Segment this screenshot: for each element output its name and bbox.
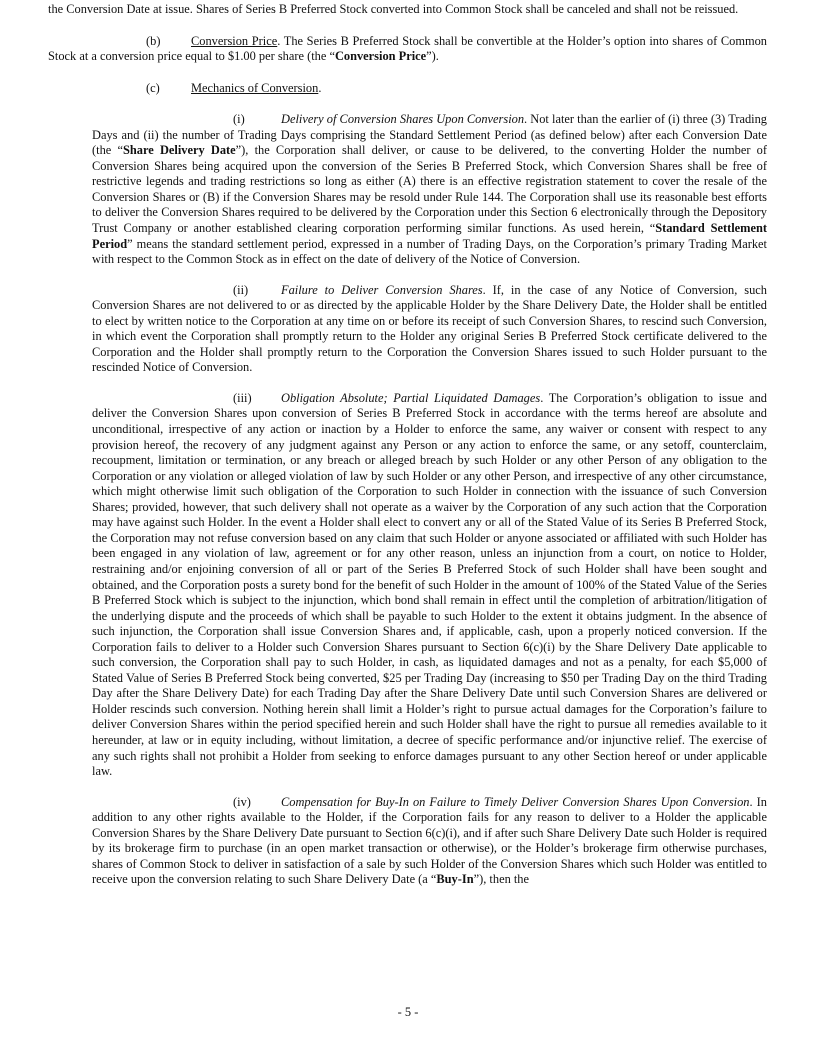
section-c-iii-number: (iii): [233, 390, 252, 405]
section-c-ii-paragraph: [92, 283, 767, 376]
buy-in-term: Buy-In: [436, 872, 474, 887]
section-c-i-title: Delivery of Conversion Shares Upon Conversion: [281, 112, 525, 127]
section-c-ii-text: . If, in the case of any Notice of Conversion, such Conversion Shares are not delivered to or as directed by the applicable Holder by the Share Delivery Date, the Holder shall be entitled to elect by written notice to the Corporation at any time on or before its receipt of such Conversion Shares, to rescind such Conversion, in which event the Corporation shall promptly return to the Holder any original Series B Preferred Stock certificate delivered to the Corporation and the Holder shall promptly return to the Corporation the Conversion Shares issued to such Holder pursuant to the rescinded Notice of Conversion.: [92, 282, 767, 375]
section-c-i-text-1: . Not later than the earlier of (i) three (3) Trading Days and (ii) the number of Trading Days comprising the Standard Settlement Period (as defined below) after each Conversion Date (the “: [92, 112, 767, 158]
section-c-iii-title: Obligation Absolute; Partial Liquidated Damages: [281, 390, 541, 405]
conversion-price-term: Conversion Price: [334, 49, 427, 64]
section-c-iv-paragraph: [92, 795, 767, 888]
share-delivery-date-term: Share Delivery Date: [122, 143, 236, 158]
section-b-paragraph: [48, 34, 767, 65]
intro-paragraph: the Conversion Date at issue. Shares of Series B Preferred Stock converted into Common Stock shall be canceled and shall not be reissued.: [48, 2, 739, 16]
section-b-heading: Conversion Price: [191, 33, 278, 48]
section-c-iii-text: . The Corporation’s obligation to issue and deliver the Conversion Shares upon conversion of Series B Preferred Stock in accordance with the terms hereof are absolute and unconditional, irrespective of any action or inaction by a Holder to enforce the same, any waiver or consent with respect to any provision hereof, the recovery of any judgment against any Person or any action to enforce the same, or any setoff, counterclaim, recoupment, limitation or termination, or any breach or alleged breach by such Holder or any other Person of any obligation to the Corporation or any violation or alleged violation of law by such Holder or any other Person, and irrespective of any other circumstance, which might otherwise limit such obligation of the Corporation to such Holder in connection with the issuance of such Conversion Shares; provided, however, that such delivery shall not operate as a waiver by the Corporation of any such action that the Corporation may have against such Holder. In the event a Holder shall elect to convert any or all of the Stated Value of its Series B Preferred Stock, the Corporation may not refuse conversion based on any claim that such Holder or anyone associated or affiliated with such Holder has been engaged in any violation of law, agreement or for any other reason, unless an injunction from a court, on notice to Holder, restraining and/or enjoining conversion of all or part of the Series B Preferred Stock of such Holder shall have been sought and obtained, and the Corporation posts a surety bond for the benefit of such Holder in the amount of 100% of the Stated Value of the Series B Preferred Stock which is subject to the injunction, which bond shall remain in effect until the completion of arbitration/litigation of the underlying dispute and the proceeds of which shall be payable to such Holder to the extent it obtains judgment. In the absence of such injunction, the Corporation shall issue Conversion Shares and, if applicable, cash, upon a properly noticed conversion. If the Corporation fails to deliver to a Holder such Conversion Shares pursuant to Section 6(c)(i) by the Share Delivery Date applicable to such conversion, the Corporation shall pay to such Holder, in cash, as liquidated damages and not as a penalty, for each $5,000 of Stated Value of Series B Preferred Stock being converted, $25 per Trading Day (increasing to $50 per Trading Day on the third Trading Day after the Share Delivery Date) for each Trading Day after the Share Delivery Date until such Conversion Shares are delivered or Holder rescinds such conversion. Nothing herein shall limit a Holder’s right to pursue actual damages for the Corporation’s failure to deliver Conversion Shares within the period specified herein and such Holder shall have the right to pursue all remedies available to it hereunder, at law or in equity including, without limitation, a decree of specific performance and/or injunctive relief. The exercise of any such rights shall not prohibit a Holder from seeking to enforce damages pursuant to any other Section hereof or under applicable law.: [92, 390, 767, 779]
section-c-ii-title: Failure to Deliver Conversion Shares: [281, 282, 483, 297]
section-c-i-text-2: ”), the Corporation shall deliver, or cause to be delivered, to the converting Holder the number of Conversion Shares being acquired upon the conversion of the Series B Preferred Stock, which Conversion Shares shall be free of restrictive legends and trading restrictions so long as either (A) there is an effective registration statement to cover the resale of the Conversion Shares or (B) if the Conversion Shares may be resold under Rule 144. The Corporation shall use its reasonable best efforts to deliver the Conversion Shares required to be delivered by the Corporation under this Section 6 electronically through the Depository Trust Company or another established clearing corporation performing similar functions. As used herein, “: [92, 143, 767, 236]
section-c-iv-title: Compensation for Buy-In on Failure to Timely Deliver Conversion Shares Upon Conversion: [281, 794, 750, 809]
section-c-paragraph: [48, 81, 767, 97]
section-b-text-end: ”).: [426, 49, 439, 64]
section-c-iv-number: (iv): [233, 794, 251, 809]
page-number: - 5 -: [397, 1005, 419, 1019]
section-c-i-text-3: ” means the standard settlement period, expressed in a number of Trading Days, on the Corporation’s primary Trading Market with respect to the Common Stock as in effect on the date of delivery of the Notice of Conversion.: [92, 236, 767, 267]
section-c-i-number: (i): [233, 112, 245, 127]
section-c-heading: Mechanics of Conversion: [191, 80, 319, 95]
section-c-iv-text-1: . In addition to any other rights available to the Holder, if the Corporation fails for any reason to deliver to a Holder the applicable Conversion Shares by the Share Delivery Date pursuant to Section 6(c)(i), and if after such Share Delivery Date such Holder is required by its brokerage firm to purchase (in an open market transaction or otherwise), or the Holder’s brokerage firm otherwise purchases, shares of Common Stock to deliver in satisfaction of a sale by such Holder of the Conversion Shares which such Holder was entitled to receive upon the conversion relating to such Share Delivery Date (a “: [92, 794, 767, 887]
section-b-text: . The Series B Preferred Stock shall be convertible at the Holder’s option into shares of Common Stock at a conversion price equal to $1.00 per share (the “: [48, 33, 767, 64]
section-c-number: (c): [146, 80, 160, 95]
section-b-number: (b): [146, 33, 161, 48]
section-c-period: .: [318, 80, 322, 95]
section-c-iii-paragraph: [92, 391, 767, 780]
section-c-iv-text-2: ”), then the: [473, 872, 529, 887]
section-c-ii-number: (ii): [233, 282, 249, 297]
standard-settlement-period-term: Standard Settlement Period: [92, 221, 767, 251]
section-c-i-paragraph: [92, 112, 767, 267]
